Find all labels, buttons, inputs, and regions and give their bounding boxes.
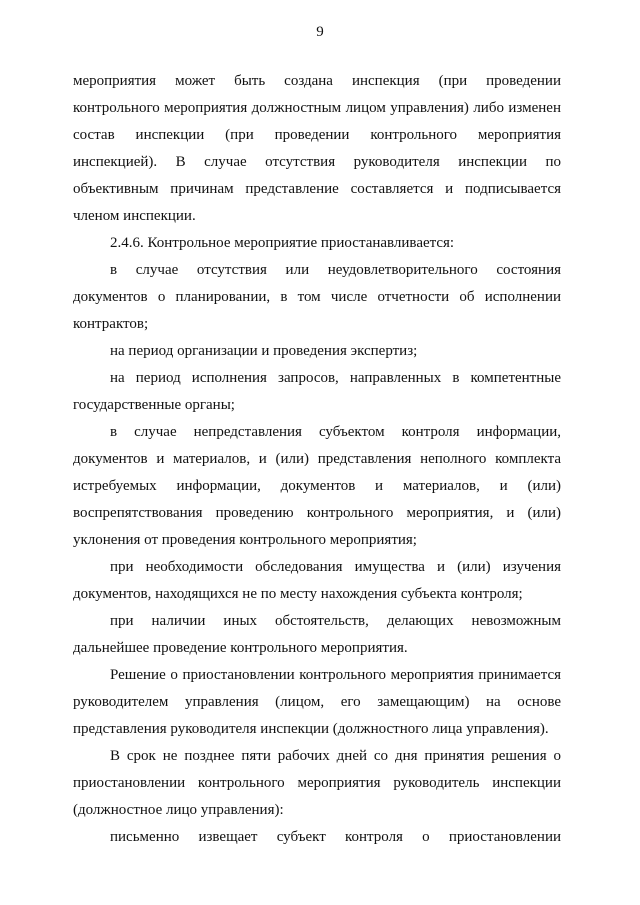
text-line: при необходимости обследования имущества и (или) изучения	[110, 559, 561, 575]
text-line: уклонения от проведения контрольного мероприятия;	[73, 532, 417, 548]
text-line: приостановлении контрольного мероприятия руководитель инспекции	[73, 775, 561, 791]
text-line: в случае отсутствия или неудовлетворительного состояния	[110, 262, 561, 278]
paragraph	[73, 68, 561, 230]
text-line: 2.4.6. Контрольное мероприятие приостанавливается:	[110, 235, 455, 251]
text-line: в случае непредставления субъектом контроля информации,	[110, 424, 561, 440]
text-line: документов и материалов, и (или) представления неполного комплекта	[73, 451, 561, 467]
paragraph	[73, 365, 561, 419]
paragraph	[73, 554, 561, 608]
paragraph	[73, 419, 561, 554]
text-line: при наличии иных обстоятельств, делающих невозможным	[110, 613, 561, 629]
paragraph	[73, 743, 561, 824]
text-line: руководителем управления (лицом, его замещающим) на основе	[73, 694, 561, 710]
paragraph	[73, 257, 561, 338]
text-line: объективным причинам представление составляется и подписывается	[73, 181, 561, 197]
text-line: документов о планировании, в том числе отчетности об исполнении	[73, 289, 561, 305]
text-line: на период исполнения запросов, направленных в компетентные	[110, 370, 561, 386]
text-line: представления руководителя инспекции (должностного лица управления).	[73, 721, 549, 737]
text-line: мероприятия может быть создана инспекция (при проведении	[73, 73, 561, 89]
text-line: дальнейшее проведение контрольного мероприятия.	[73, 640, 408, 656]
text-line: контрольного мероприятия должностным лицом управления) либо изменен	[73, 100, 561, 116]
text-line: Решение о приостановлении контрольного мероприятия принимается	[110, 667, 561, 683]
text-line: письменно извещает субъект контроля о приостановлении	[110, 829, 561, 845]
text-line: воспрепятствования проведению контрольного мероприятия, и (или)	[73, 505, 561, 521]
text-line: документов, находящихся не по месту нахождения субъекта контроля;	[73, 586, 523, 602]
text-line: контрактов;	[73, 316, 149, 332]
text-line: членом инспекции.	[73, 208, 196, 224]
text-line: истребуемых информации, документов и материалов, и (или)	[73, 478, 561, 494]
paragraph	[73, 608, 561, 662]
paragraph	[73, 824, 561, 851]
text-line: инспекцией). В случае отсутствия руководителя инспекции по	[73, 154, 561, 170]
paragraph	[73, 230, 561, 257]
text-line: на период организации и проведения экспертиз;	[110, 343, 418, 359]
paragraph	[73, 662, 561, 743]
page-number: 9	[316, 24, 324, 40]
text-line: (должностное лицо управления):	[73, 802, 284, 818]
document-body	[73, 68, 561, 851]
paragraph	[73, 338, 561, 365]
text-line: состав инспекции (при проведении контрольного мероприятия	[73, 127, 561, 143]
text-line: государственные органы;	[73, 397, 235, 413]
text-line: В срок не позднее пяти рабочих дней со дня принятия решения о	[110, 748, 561, 764]
